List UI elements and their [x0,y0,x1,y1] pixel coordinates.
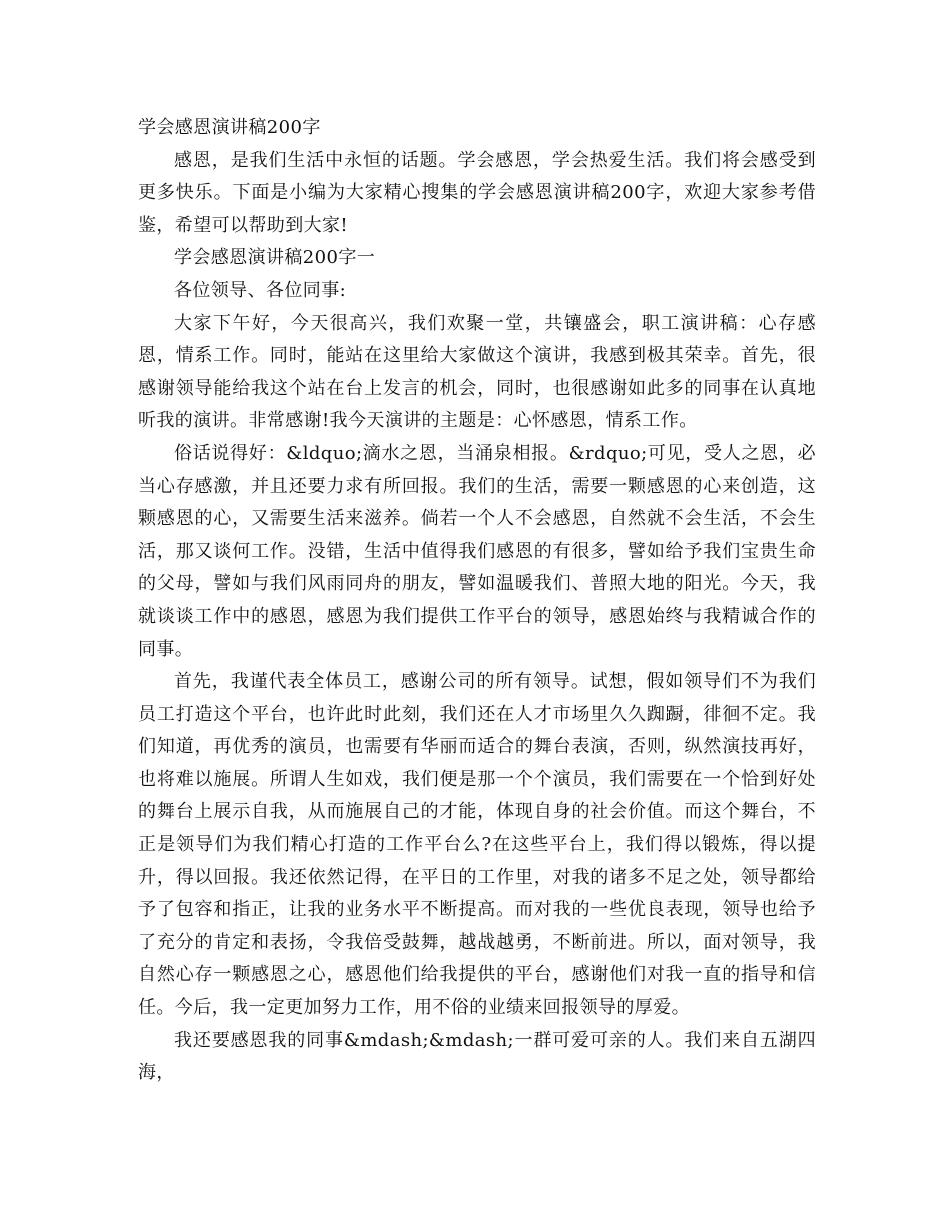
section-heading: 学会感恩演讲稿200字一 [174,247,376,269]
intro-paragraph: 感恩，是我们生活中永恒的话题。学会感恩，学会热爱生活。我们将会感受到更多快乐。下面是小编为大家精心搜集的学会感恩演讲稿200字，欢迎大家参考借鉴，希望可以帮助到大家! [138,149,816,236]
salutation: 各位领导、各位同事: [174,279,347,301]
document-title: 学会感恩演讲稿200字 [138,117,321,138]
document-body [138,112,816,1090]
body-paragraph: 首先，我谨代表全体员工，感谢公司的所有领导。试想，假如领导们不为我们员工打造这个平台，也许此时此刻，我们还在人才市场里久久踟蹰，徘徊不定。我们知道，再优秀的演员，也需要有华丽而适合的舞台表演，否则，纵然演技再好，也将难以施展。所谓人生如戏，我们便是那一个个演员，我们需要在一个恰到好处的舞台上展示自我，从而施展自己的才能，体现自身的社会价值。而这个舞台，不正是领导们为我们精心打造的工作平台么?在这些平台上，我们得以锻炼，得以提升，得以回报。我还依然记得，在平日的工作里，对我的诸多不足之处，领导都给予了包容和指正，让我的业务水平不断提高。而对我的一些优良表现，领导也给予了充分的肯定和表扬，令我倍受鼓舞，越战越勇，不断前进。所以，面对领导，我自然心存一颗感恩之心，感恩他们给我提供的平台，感谢他们对我一直的指导和信任。今后，我一定更加努力工作，用不俗的业绩来回报领导的厚爱。 [138,671,816,1019]
body-paragraph: 俗话说得好：&ldquo;滴水之恩，当涌泉相报。&rdquo;可见，受人之恩，必当心存感激，并且还要力求有所回报。我们的生活，需要一颗感恩的心来创造，这颗感恩的心，又需要生活来滋养。倘若一个人不会感恩，自然就不会生活，不会生活，那又谈何工作。没错，生活中值得我们感恩的有很多，譬如给予我们宝贵生命的父母，譬如与我们风雨同舟的朋友，譬如温暖我们、普照大地的阳光。今天，我就谈谈工作中的感恩，感恩为我们提供工作平台的领导，感恩始终与我精诚合作的同事。 [138,442,816,660]
body-paragraph: 大家下午好，今天很高兴，我们欢聚一堂，共镶盛会，职工演讲稿：心存感恩，情系工作。同时，能站在这里给大家做这个演讲，我感到极其荣幸。首先，很感谢领导能给我这个站在台上发言的机会，同时，也很感谢如此多的同事在认真地听我的演讲。非常感谢!我今天演讲的主题是：心怀感恩，情系工作。 [138,312,816,432]
body-paragraph: 我还要感恩我的同事&mdash;&mdash;一群可爱可亲的人。我们来自五湖四海， [138,1029,816,1084]
